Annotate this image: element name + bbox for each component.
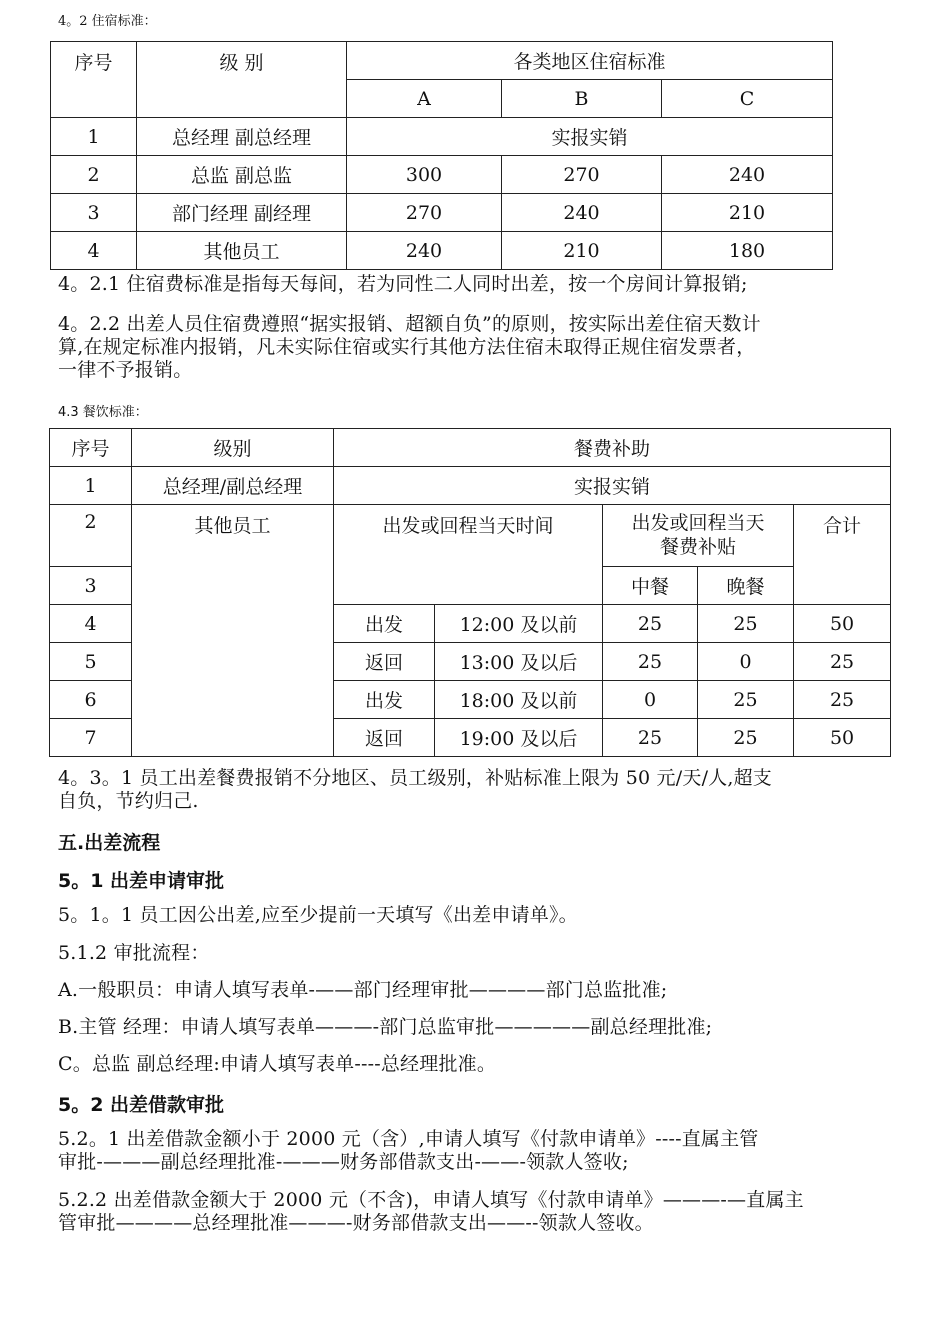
table-row: [51, 118, 833, 156]
section-heading-5-1: 5。1 出差申请审批: [58, 870, 225, 892]
section-heading-5-2: 5。2 出差借款审批: [58, 1094, 225, 1116]
paragraph-4-2-1: 4。2.1 住宿费标准是指每天每间，若为同性二人同时出差，按一个房间计算报销;: [58, 273, 748, 295]
cell-time: 13:00 及以后: [435, 643, 603, 681]
cell-direction: 返回: [334, 643, 435, 681]
cell-lunch: 0: [603, 681, 698, 719]
table-row: [51, 232, 833, 270]
header-region-b: B: [502, 80, 662, 118]
cell-no: 2: [51, 156, 137, 194]
cell-level: 总经理 副总经理: [137, 118, 347, 156]
header-departure-return-time: 出发或回程当天时间: [334, 505, 603, 605]
cell-level: 其他员工: [137, 232, 347, 270]
paragraph-4-3-1-line1: 4。3。1 员工出差餐费报销不分地区、员工级别，补贴标准上限为 50 元/天/人,超支: [58, 767, 773, 789]
paragraph-5-2-2-line2: 管审批————总经理批准———-财务部借款支出——--领款人签收。: [58, 1212, 654, 1234]
section-heading-4-2: 4。2 住宿标准：: [58, 14, 157, 29]
header-meal-subsidy: 餐费补助: [334, 429, 891, 467]
cell-total: 50: [794, 605, 891, 643]
cell-level: 总经理/副总经理: [132, 467, 334, 505]
paragraph-5-2-1-line1: 5.2。1 出差借款金额小于 2000 元（含）,申请人填写《付款申请单》----直属主管: [58, 1128, 759, 1150]
cell-no: 1: [50, 467, 132, 505]
header-level: 级 别: [137, 42, 347, 118]
lodging-standard-table: [50, 41, 833, 270]
cell-no: 6: [50, 681, 132, 719]
cell-dinner: 0: [698, 643, 794, 681]
cell-total: 25: [794, 681, 891, 719]
header-day-meal-subsidy-line2: 餐费补贴: [659, 536, 736, 558]
paragraph-5-2-1-line2: 审批-———副总经理批准-———财务部借款支出-——-领款人签收;: [58, 1151, 629, 1173]
header-day-meal-subsidy: [603, 505, 794, 567]
cell-direction: 出发: [334, 605, 435, 643]
header-dinner: 晚餐: [698, 567, 794, 605]
cell-total: 50: [794, 719, 891, 757]
cell-direction: 出发: [334, 681, 435, 719]
section-heading-5: 五.出差流程: [58, 832, 161, 854]
cell-no: 1: [51, 118, 137, 156]
paragraph-5-2-2-line1: 5.2.2 出差借款金额大于 2000 元（不含)，申请人填写《付款申请单》———-—直属主: [58, 1189, 804, 1211]
cell-b: 270: [502, 156, 662, 194]
cell-level-other-staff: 其他员工: [132, 505, 334, 757]
cell-c: 240: [662, 156, 833, 194]
header-total: 合计: [794, 505, 891, 605]
cell-no: 5: [50, 643, 132, 681]
cell-no: 4: [51, 232, 137, 270]
cell-no: 4: [50, 605, 132, 643]
meal-standard-table: [49, 428, 891, 757]
cell-c: 180: [662, 232, 833, 270]
cell-lunch: 25: [603, 719, 698, 757]
header-region-standard: 各类地区住宿标准: [347, 42, 833, 80]
cell-time: 18:00 及以前: [435, 681, 603, 719]
table-row: [51, 194, 833, 232]
cell-time: 19:00 及以后: [435, 719, 603, 757]
section-heading-4-3: 4.3 餐饮标准：: [58, 405, 148, 420]
header-no: 序号: [50, 429, 132, 467]
cell-total: 25: [794, 643, 891, 681]
paragraph-5-1-2: 5.1.2 审批流程：: [58, 942, 210, 964]
cell-c: 210: [662, 194, 833, 232]
cell-level: 部门经理 副经理: [137, 194, 347, 232]
header-day-meal-subsidy-line1: 出发或回程当天: [631, 512, 765, 534]
cell-level: 总监 副总监: [137, 156, 347, 194]
header-lunch: 中餐: [603, 567, 698, 605]
cell-lunch: 25: [603, 643, 698, 681]
cell-direction: 返回: [334, 719, 435, 757]
header-region-c: C: [662, 80, 833, 118]
paragraph-4-3-1-line2: 自负，节约归己.: [58, 790, 199, 812]
paragraph-flow-a: A.一般职员：申请人填写表单-——部门经理审批————部门总监批准;: [58, 979, 668, 1001]
header-no: 序号: [51, 42, 137, 118]
cell-b: 210: [502, 232, 662, 270]
cell-dinner: 25: [698, 681, 794, 719]
cell-time: 12:00 及以前: [435, 605, 603, 643]
paragraph-flow-b: B.主管 经理：申请人填写表单———-部门总监审批—————副总经理批准;: [58, 1016, 713, 1038]
cell-a: 300: [347, 156, 502, 194]
paragraph-4-2-2-line3: 一律不予报销。: [58, 359, 193, 381]
cell-a: 270: [347, 194, 502, 232]
header-region-a: A: [347, 80, 502, 118]
cell-dinner: 25: [698, 605, 794, 643]
cell-no: 3: [51, 194, 137, 232]
paragraph-flow-c: C。总监 副总经理:申请人填写表单----总经理批准。: [58, 1053, 497, 1075]
cell-no: 2: [50, 505, 132, 567]
cell-a: 240: [347, 232, 502, 270]
table-row: [51, 156, 833, 194]
cell-no: 7: [50, 719, 132, 757]
cell-no: 3: [50, 567, 132, 605]
header-level: 级别: [132, 429, 334, 467]
cell-dinner: 25: [698, 719, 794, 757]
paragraph-4-2-2-line1: 4。2.2 出差人员住宿费遵照“据实报销、超额自负”的原则，按实际出差住宿天数计: [58, 313, 761, 335]
paragraph-5-1-1: 5。1。1 员工因公出差,应至少提前一天填写《出差申请单》。: [58, 904, 578, 926]
cell-reimburse-actual: 实报实销: [334, 467, 891, 505]
cell-lunch: 25: [603, 605, 698, 643]
cell-reimburse-actual: 实报实销: [347, 118, 833, 156]
cell-b: 240: [502, 194, 662, 232]
paragraph-4-2-2-line2: 算,在规定标准内报销，凡未实际住宿或实行其他方法住宿未取得正规住宿发票者，: [58, 336, 756, 358]
